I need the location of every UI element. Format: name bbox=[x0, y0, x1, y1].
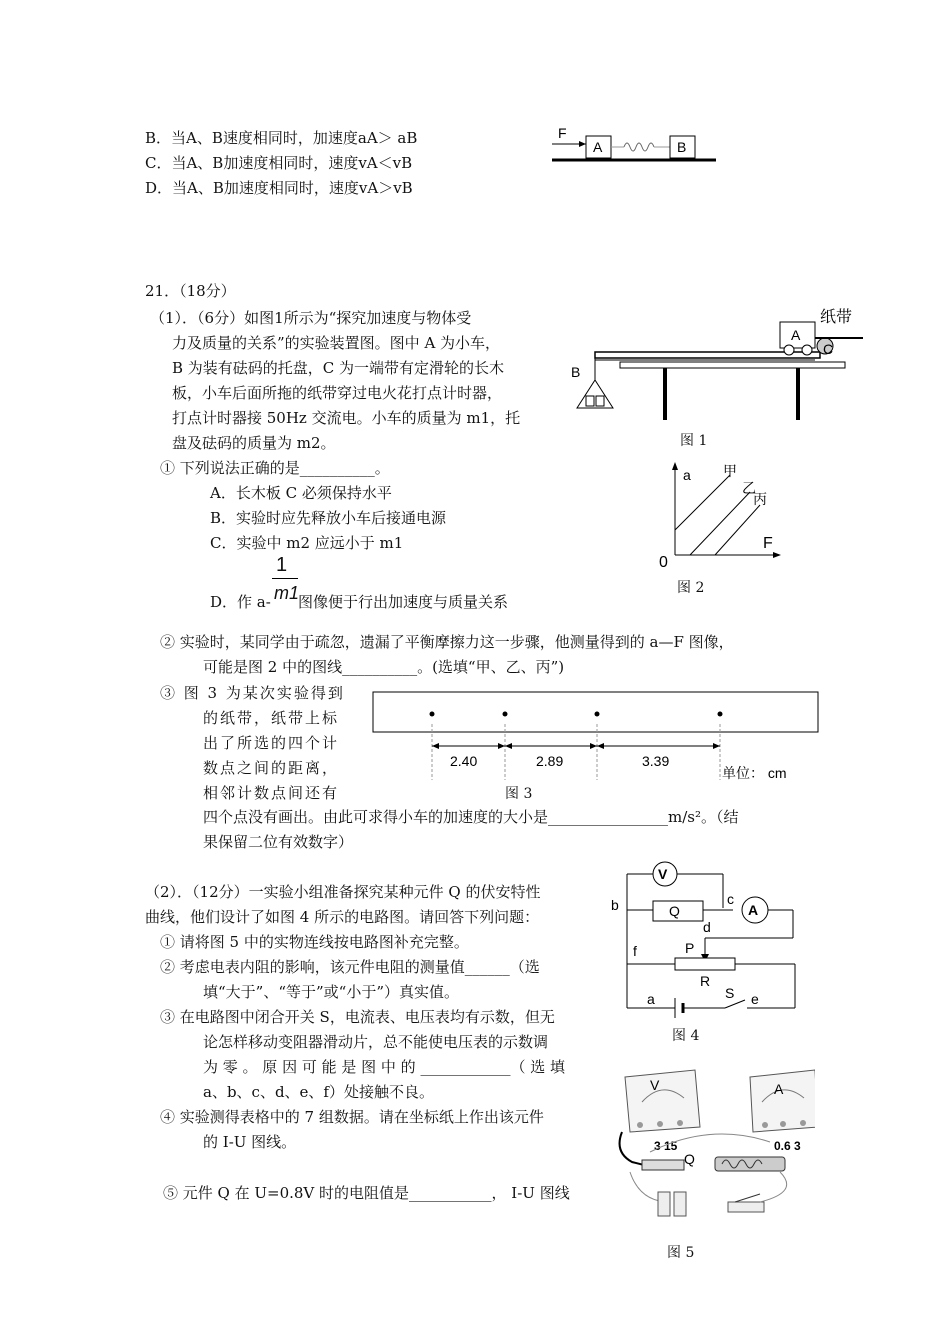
figure-3-caption: 图 3 bbox=[505, 786, 533, 802]
p2-s4-line-1: ④ 实验测得表格中的 7 组数据。请在坐标纸上作出该元件 bbox=[160, 1108, 544, 1126]
p2-s3-line-2: 论怎样移动变阻器滑动片，总不能使电压表的示数调 bbox=[203, 1033, 549, 1051]
s3-line-2: 的纸带，纸带上标 bbox=[203, 709, 340, 727]
p2-s3-line-3: 为 零 。 原 因 可 能 是 图 中 的 ____________（ 选 填 bbox=[203, 1058, 565, 1076]
node-b: b bbox=[611, 897, 619, 913]
switch-s-label: S bbox=[725, 985, 735, 1001]
node-f: f bbox=[633, 943, 637, 959]
unit-label: 单位： cm bbox=[722, 765, 787, 781]
option-c: C．当A、B加速度相同时，速度vA＜vB bbox=[145, 154, 413, 172]
p2-line-1: （2）．（12分）一实验小组准备探究某种元件 Q 的伏安特性 bbox=[145, 883, 541, 901]
block-a-label: A bbox=[593, 139, 603, 155]
p2-s2-line-2: 填“大于”、“等于”或“小于”）真实值。 bbox=[203, 983, 460, 1001]
tray-label: B bbox=[571, 364, 581, 380]
s2-line-1: ② 实验时，某同学由于疏忽，遗漏了平衡摩擦力这一步骤，他测量得到的 a—F 图像， bbox=[160, 633, 734, 651]
figure-1-caption: 图 1 bbox=[680, 433, 708, 449]
axis-a-label: a bbox=[683, 467, 691, 483]
voltmeter-symbol: V bbox=[658, 866, 668, 882]
force-label: F bbox=[558, 125, 567, 141]
node-e: e bbox=[751, 991, 759, 1007]
s3-line-6: 四个点没有画出。由此可求得小车的加速度的大小是________________m/s²。（结 bbox=[203, 808, 739, 826]
line-bing-label: 丙 bbox=[753, 491, 767, 507]
p2-s3-line-1: ③ 在电路图中闭合开关 S，电流表、电压表均有示数，但无 bbox=[160, 1008, 555, 1026]
s3-line-1: ③ 图 3 为某次实验得到 bbox=[160, 684, 345, 702]
option-b: B．当A、B速度相同时，加速度aA＞ aB bbox=[145, 129, 418, 147]
p2-s2-line-1: ② 考虑电表内阻的影响，该元件电阻的测量值______（选 bbox=[160, 958, 540, 976]
s2-line-2: 可能是图 2 中的图线__________。(选填“甲、乙、丙”) bbox=[203, 658, 565, 676]
voltmeter-meter-label: V bbox=[650, 1077, 660, 1093]
p2-s1: ① 请将图 5 中的实物连线按电路图补充完整。 bbox=[160, 933, 469, 951]
origin-label: 0 bbox=[659, 554, 668, 570]
line-yi-label: 乙 bbox=[742, 480, 756, 496]
figure-2-graph bbox=[655, 460, 785, 570]
component-q-label: Q bbox=[684, 1151, 695, 1167]
p2-s3-line-4: a、b、c、d、e、f）处接触不良。 bbox=[203, 1083, 434, 1101]
p2-s5: ⑤ 元件 Q 在 U=0.8V 时的电阻值是___________， I-U 图线 bbox=[163, 1184, 570, 1202]
ammeter-meter-label: A bbox=[774, 1081, 784, 1097]
board-label: C bbox=[823, 341, 834, 357]
s1-option-c: C．实验中 m2 应远小于 m1 bbox=[210, 534, 404, 552]
q21-header: 21．（18分） bbox=[145, 282, 236, 300]
frac-numerator: 1 bbox=[276, 554, 288, 576]
block-b-label: B bbox=[677, 139, 687, 155]
line-jia-label: 甲 bbox=[723, 463, 737, 479]
blocks-spring-figure bbox=[548, 122, 723, 164]
voltmeter-range: 3 15 bbox=[654, 1139, 678, 1153]
ammeter-symbol: A bbox=[748, 902, 759, 918]
p1-line-5: 打点计时器接 50Hz 交流电。小车的质量为 m1，托 bbox=[172, 409, 521, 427]
figure-4-circuit bbox=[605, 858, 800, 1018]
figure-5-apparatus bbox=[610, 1052, 815, 1232]
figure-1-apparatus bbox=[565, 300, 865, 430]
s1-option-a: A．长木板 C 必须保持水平 bbox=[210, 484, 392, 502]
s3-line-4: 数点之间的距离， bbox=[203, 759, 340, 777]
s3-line-7: 果保留二位有效数字） bbox=[203, 833, 354, 851]
ammeter-range: 0.6 3 bbox=[774, 1139, 801, 1153]
figure-4-caption: 图 4 bbox=[672, 1028, 700, 1044]
node-c: c bbox=[727, 891, 734, 907]
paper-tape-label: 纸带 bbox=[820, 309, 853, 326]
s3-line-5: 相邻计数点间还有 bbox=[203, 784, 340, 802]
p1-line-4: 板，小车后面所拖的纸带穿过电火花打点计时器， bbox=[172, 384, 503, 402]
figure-2-caption: 图 2 bbox=[677, 580, 705, 596]
p1-line-6: 盘及砝码的质量为 m2。 bbox=[172, 434, 336, 452]
s1-question: ① 下列说法正确的是__________。 bbox=[160, 459, 390, 477]
p1-line-3: B 为装有砝码的托盘，C 为一端带有定滑轮的长木 bbox=[172, 359, 505, 377]
s1-option-b: B．实验时应先释放小车后接通电源 bbox=[210, 509, 447, 527]
distance-1: 2.40 bbox=[450, 753, 478, 769]
p2-line-2: 曲线，他们设计了如图 4 所示的电路图。请回答下列问题： bbox=[145, 908, 540, 926]
figure-3-tape bbox=[370, 690, 825, 790]
distance-3: 3.39 bbox=[642, 753, 670, 769]
p1-line-2: 力及质量的关系”的实验装置图。图中 A 为小车， bbox=[172, 334, 501, 352]
s1-option-d-pre: D．作 a- bbox=[210, 593, 271, 611]
figure-5-caption: 图 5 bbox=[667, 1245, 695, 1261]
axis-f-label: F bbox=[763, 535, 773, 552]
frac-bar bbox=[272, 578, 298, 579]
slider-p-label: P bbox=[685, 940, 695, 956]
p1-line-1: （1）．（6分）如图1所示为“探究加速度与物体受 bbox=[150, 309, 472, 327]
node-d: d bbox=[703, 919, 711, 935]
distance-2: 2.89 bbox=[536, 753, 564, 769]
frac-denominator: m1 bbox=[274, 583, 300, 603]
rheostat-label: R bbox=[700, 973, 711, 989]
element-q-label: Q bbox=[669, 903, 680, 919]
cart-label: A bbox=[791, 327, 801, 343]
s3-line-3: 出了所选的四个计 bbox=[203, 734, 340, 752]
s1-option-d-post: 图像便于行出加速度与质量关系 bbox=[298, 593, 509, 611]
node-a: a bbox=[647, 991, 655, 1007]
p2-s4-line-2: 的 I-U 图线。 bbox=[203, 1133, 297, 1151]
option-d: D．当A、B加速度相同时，速度vA＞vB bbox=[145, 179, 413, 197]
